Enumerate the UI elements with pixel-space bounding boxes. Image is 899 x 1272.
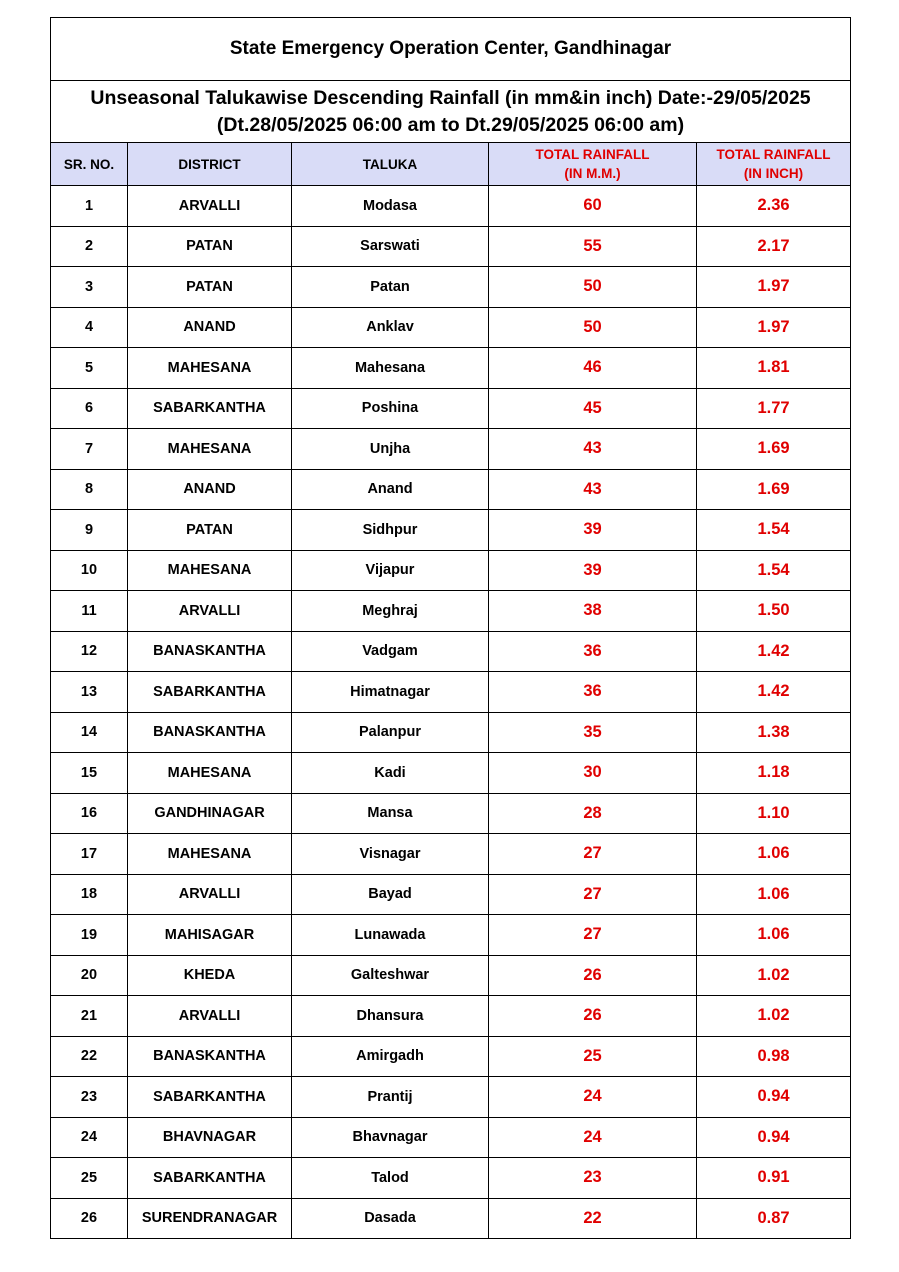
cell-taluka: Galteshwar: [292, 955, 489, 996]
cell-sr-no: 2: [51, 226, 128, 267]
cell-district: SABARKANTHA: [128, 1077, 292, 1118]
table-row: [51, 1198, 851, 1239]
cell-sr-no: 16: [51, 793, 128, 834]
table-row: [51, 429, 851, 470]
cell-rainfall-inch: 2.17: [697, 226, 851, 267]
cell-rainfall-inch: 1.42: [697, 631, 851, 672]
table-row: [51, 793, 851, 834]
table-row: [51, 672, 851, 713]
cell-taluka: Sarswati: [292, 226, 489, 267]
cell-district: GANDHINAGAR: [128, 793, 292, 834]
cell-rainfall-inch: 1.02: [697, 955, 851, 996]
cell-taluka: Poshina: [292, 388, 489, 429]
cell-sr-no: 22: [51, 1036, 128, 1077]
cell-taluka: Vijapur: [292, 550, 489, 591]
rainfall-table: [50, 17, 851, 1239]
cell-district: ARVALLI: [128, 186, 292, 227]
cell-sr-no: 19: [51, 915, 128, 956]
cell-district: SABARKANTHA: [128, 672, 292, 713]
cell-rainfall-mm: 25: [489, 1036, 697, 1077]
cell-rainfall-mm: 27: [489, 874, 697, 915]
cell-sr-no: 21: [51, 996, 128, 1037]
cell-taluka: Prantij: [292, 1077, 489, 1118]
table-row: [51, 388, 851, 429]
cell-taluka: Himatnagar: [292, 672, 489, 713]
cell-rainfall-inch: 0.94: [697, 1117, 851, 1158]
cell-taluka: Bayad: [292, 874, 489, 915]
report-subtitle: [51, 81, 851, 143]
cell-rainfall-mm: 27: [489, 915, 697, 956]
table-row: [51, 1077, 851, 1118]
rainfall-report: [50, 17, 850, 1239]
report-title: State Emergency Operation Center, Gandhinagar: [51, 18, 851, 81]
cell-rainfall-mm: 27: [489, 834, 697, 875]
cell-rainfall-mm: 22: [489, 1198, 697, 1239]
cell-rainfall-mm: 24: [489, 1077, 697, 1118]
cell-rainfall-inch: 1.69: [697, 429, 851, 470]
cell-sr-no: 13: [51, 672, 128, 713]
table-row: [51, 996, 851, 1037]
cell-rainfall-mm: 36: [489, 631, 697, 672]
cell-district: ARVALLI: [128, 996, 292, 1037]
cell-sr-no: 10: [51, 550, 128, 591]
cell-sr-no: 17: [51, 834, 128, 875]
cell-district: MAHISAGAR: [128, 915, 292, 956]
table-row: [51, 267, 851, 308]
cell-rainfall-inch: 1.81: [697, 348, 851, 389]
cell-district: ANAND: [128, 307, 292, 348]
cell-rainfall-inch: 1.42: [697, 672, 851, 713]
cell-district: PATAN: [128, 267, 292, 308]
cell-sr-no: 23: [51, 1077, 128, 1118]
cell-sr-no: 25: [51, 1158, 128, 1199]
cell-district: BANASKANTHA: [128, 1036, 292, 1077]
cell-rainfall-inch: 1.69: [697, 469, 851, 510]
cell-rainfall-inch: 0.98: [697, 1036, 851, 1077]
header-rainfall-inch-line1: TOTAL RAINFALL: [716, 147, 831, 162]
cell-rainfall-mm: 45: [489, 388, 697, 429]
cell-sr-no: 15: [51, 753, 128, 794]
cell-rainfall-mm: 28: [489, 793, 697, 834]
cell-district: SURENDRANAGAR: [128, 1198, 292, 1239]
cell-rainfall-inch: 1.02: [697, 996, 851, 1037]
table-row: [51, 1158, 851, 1199]
cell-district: BHAVNAGAR: [128, 1117, 292, 1158]
table-row: [51, 469, 851, 510]
cell-taluka: Mahesana: [292, 348, 489, 389]
cell-rainfall-mm: 50: [489, 307, 697, 348]
table-row: [51, 834, 851, 875]
cell-rainfall-mm: 55: [489, 226, 697, 267]
header-rainfall-inch-line2: (IN INCH): [743, 166, 804, 181]
cell-taluka: Visnagar: [292, 834, 489, 875]
table-row: [51, 550, 851, 591]
cell-sr-no: 1: [51, 186, 128, 227]
cell-rainfall-mm: 43: [489, 429, 697, 470]
cell-rainfall-inch: 1.18: [697, 753, 851, 794]
table-row: [51, 1036, 851, 1077]
cell-district: SABARKANTHA: [128, 388, 292, 429]
table-row: [51, 591, 851, 632]
header-rainfall-mm-line1: TOTAL RAINFALL: [535, 147, 650, 162]
cell-rainfall-mm: 50: [489, 267, 697, 308]
cell-sr-no: 14: [51, 712, 128, 753]
cell-sr-no: 3: [51, 267, 128, 308]
cell-taluka: Talod: [292, 1158, 489, 1199]
cell-rainfall-mm: 39: [489, 550, 697, 591]
column-header-row: [51, 143, 851, 186]
cell-taluka: Meghraj: [292, 591, 489, 632]
table-row: [51, 955, 851, 996]
cell-sr-no: 24: [51, 1117, 128, 1158]
cell-taluka: Mansa: [292, 793, 489, 834]
header-taluka: TALUKA: [292, 143, 489, 186]
cell-district: MAHESANA: [128, 834, 292, 875]
table-row: [51, 226, 851, 267]
cell-district: ANAND: [128, 469, 292, 510]
table-row: [51, 631, 851, 672]
table-row: [51, 753, 851, 794]
cell-sr-no: 4: [51, 307, 128, 348]
cell-sr-no: 12: [51, 631, 128, 672]
header-rainfall-inch: [697, 143, 851, 186]
cell-rainfall-inch: 1.54: [697, 510, 851, 551]
cell-district: MAHESANA: [128, 348, 292, 389]
cell-rainfall-mm: 26: [489, 955, 697, 996]
cell-district: ARVALLI: [128, 874, 292, 915]
cell-rainfall-inch: 1.06: [697, 874, 851, 915]
header-rainfall-mm-line2: (IN M.M.): [564, 166, 621, 181]
cell-district: PATAN: [128, 510, 292, 551]
table-row: [51, 186, 851, 227]
cell-district: KHEDA: [128, 955, 292, 996]
table-row: [51, 915, 851, 956]
cell-taluka: Bhavnagar: [292, 1117, 489, 1158]
table-row: [51, 1117, 851, 1158]
table-row: [51, 348, 851, 389]
cell-district: MAHESANA: [128, 753, 292, 794]
cell-taluka: Vadgam: [292, 631, 489, 672]
cell-taluka: Amirgadh: [292, 1036, 489, 1077]
cell-rainfall-inch: 1.06: [697, 834, 851, 875]
cell-rainfall-mm: 23: [489, 1158, 697, 1199]
cell-taluka: Unjha: [292, 429, 489, 470]
cell-sr-no: 6: [51, 388, 128, 429]
cell-rainfall-inch: 1.54: [697, 550, 851, 591]
cell-taluka: Modasa: [292, 186, 489, 227]
cell-taluka: Lunawada: [292, 915, 489, 956]
cell-rainfall-inch: 1.50: [697, 591, 851, 632]
cell-rainfall-mm: 30: [489, 753, 697, 794]
cell-sr-no: 9: [51, 510, 128, 551]
table-row: [51, 307, 851, 348]
cell-rainfall-inch: 2.36: [697, 186, 851, 227]
table-body: [51, 186, 851, 1239]
cell-rainfall-inch: 0.87: [697, 1198, 851, 1239]
cell-rainfall-mm: 38: [489, 591, 697, 632]
cell-taluka: Kadi: [292, 753, 489, 794]
cell-sr-no: 8: [51, 469, 128, 510]
cell-rainfall-inch: 1.97: [697, 307, 851, 348]
cell-district: SABARKANTHA: [128, 1158, 292, 1199]
cell-rainfall-inch: 1.38: [697, 712, 851, 753]
cell-rainfall-inch: 1.06: [697, 915, 851, 956]
cell-sr-no: 5: [51, 348, 128, 389]
cell-district: MAHESANA: [128, 429, 292, 470]
table-row: [51, 712, 851, 753]
cell-taluka: Anand: [292, 469, 489, 510]
cell-rainfall-inch: 1.77: [697, 388, 851, 429]
cell-rainfall-inch: 1.97: [697, 267, 851, 308]
cell-taluka: Dhansura: [292, 996, 489, 1037]
header-district: DISTRICT: [128, 143, 292, 186]
cell-district: PATAN: [128, 226, 292, 267]
cell-sr-no: 11: [51, 591, 128, 632]
table-row: [51, 874, 851, 915]
cell-district: MAHESANA: [128, 550, 292, 591]
cell-sr-no: 7: [51, 429, 128, 470]
subtitle-period-line: (Dt.28/05/2025 06:00 am to Dt.29/05/2025 06:00 am): [216, 113, 685, 136]
cell-rainfall-mm: 24: [489, 1117, 697, 1158]
cell-taluka: Palanpur: [292, 712, 489, 753]
cell-rainfall-inch: 0.91: [697, 1158, 851, 1199]
cell-sr-no: 26: [51, 1198, 128, 1239]
cell-rainfall-inch: 0.94: [697, 1077, 851, 1118]
cell-taluka: Dasada: [292, 1198, 489, 1239]
cell-sr-no: 20: [51, 955, 128, 996]
header-sr-no: SR. NO.: [51, 143, 128, 186]
cell-taluka: Anklav: [292, 307, 489, 348]
cell-rainfall-mm: 43: [489, 469, 697, 510]
cell-district: ARVALLI: [128, 591, 292, 632]
cell-rainfall-inch: 1.10: [697, 793, 851, 834]
cell-rainfall-mm: 26: [489, 996, 697, 1037]
cell-rainfall-mm: 35: [489, 712, 697, 753]
header-rainfall-mm: [489, 143, 697, 186]
cell-district: BANASKANTHA: [128, 631, 292, 672]
cell-rainfall-mm: 60: [489, 186, 697, 227]
cell-rainfall-mm: 46: [489, 348, 697, 389]
subtitle-date-line: Unseasonal Talukawise Descending Rainfall (in mm&in inch) Date:-29/05/2025: [90, 86, 811, 109]
cell-rainfall-mm: 39: [489, 510, 697, 551]
cell-taluka: Sidhpur: [292, 510, 489, 551]
cell-taluka: Patan: [292, 267, 489, 308]
cell-district: BANASKANTHA: [128, 712, 292, 753]
cell-sr-no: 18: [51, 874, 128, 915]
table-row: [51, 510, 851, 551]
cell-rainfall-mm: 36: [489, 672, 697, 713]
